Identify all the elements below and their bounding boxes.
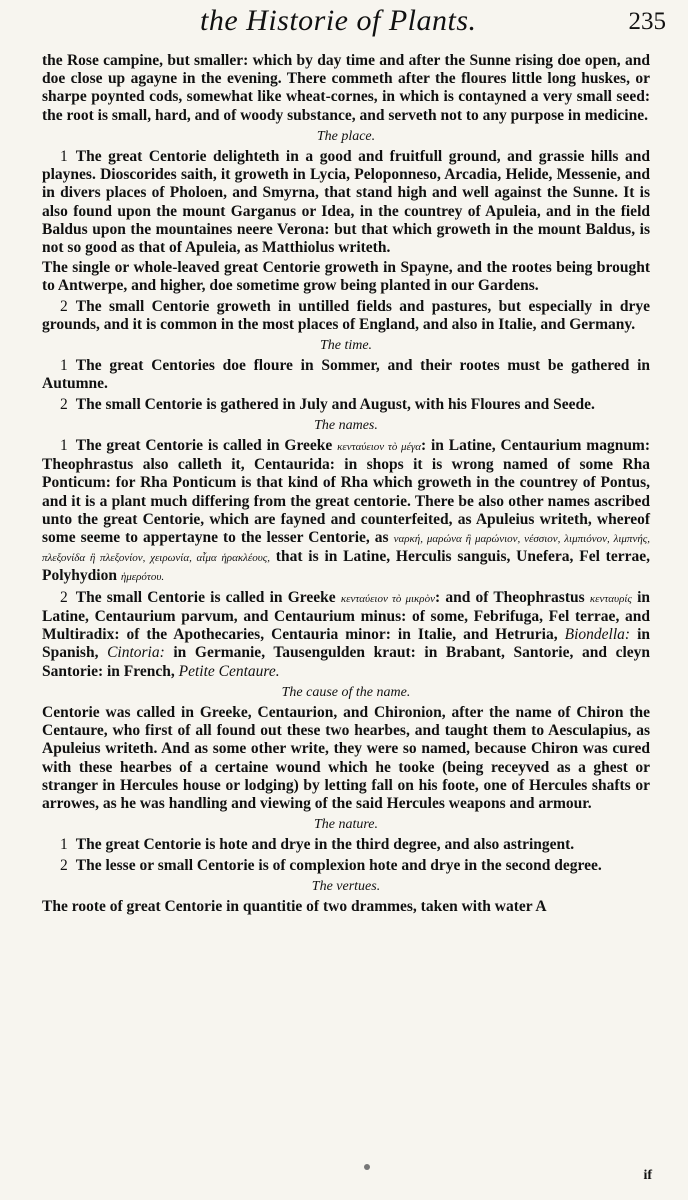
names-text-1c: that is in Latine, Herculis sanguis, Unefera, Fel terrae, Polyhydion bbox=[42, 548, 650, 585]
names-text-2d: in Spanish, bbox=[42, 626, 651, 662]
time-text-2: The small Centorie is gathered in July and August, with his Floures and Seede. bbox=[75, 395, 595, 413]
names-text-2e: in Germanie, Tausengulden kraut: in Brabant, Santorie, and cleyn Santorie: in French, bbox=[42, 644, 651, 680]
italic-term: Biondella: bbox=[564, 626, 631, 644]
names-text-1a: The great Centorie is called in Greeke bbox=[75, 437, 333, 455]
time-text-1: The great Centories doe floure in Sommer, and their rootes must be gathered in Autumne. bbox=[42, 357, 650, 393]
names-text-2a: The small Centorie is called in Greeke bbox=[75, 588, 336, 606]
page-body bbox=[42, 52, 650, 918]
place-text-2: The small Centorie groweth in untilled fields and pastures, but especially in drye grounds, and it is common in the most places of England, and also in Italie, and Germany. bbox=[42, 297, 650, 333]
greek-term: κενταύειον τὸ μέγα bbox=[337, 441, 421, 454]
time-paragraph-1 bbox=[42, 357, 650, 393]
names-paragraph-2 bbox=[42, 589, 650, 681]
page-number: 235 bbox=[628, 8, 666, 35]
heading-the-names: The names. bbox=[314, 417, 378, 433]
heading-the-vertues: The vertues. bbox=[311, 878, 381, 894]
item-number: 2 bbox=[60, 297, 68, 315]
cause-paragraph: Centorie was called in Greeke, Centaurion, and Chironion, after the name of Chiron the Centaure, who first of all found out these two hearbes, and taught them to Aesculapius, as Apuleius writeth. And as some other write, they were so named, because Chiron was cured with these hearbes of a certaine wound which he tooke (being receyved as a ghest or stranger in Hercules house or lodging) by letting fall on his foote, one of Hercules shafts or arrowes, as he was handling and viewing of the said Hercules weapons and armour. bbox=[42, 703, 650, 812]
ink-spot bbox=[364, 1164, 370, 1170]
nature-paragraph-2 bbox=[42, 857, 650, 875]
item-number: 1 bbox=[60, 437, 68, 455]
greek-term: ἡμερότου. bbox=[120, 571, 165, 584]
nature-text-1: The great Centorie is hote and drye in the third degree, and also astringent. bbox=[75, 836, 575, 854]
place-paragraph-2 bbox=[42, 298, 650, 334]
item-number: 1 bbox=[60, 148, 68, 166]
names-text-1b: : in Latine, Centaurium magnum: Theophrastus also calleth it, Centaurida: in shops it is wrong named of some Rha Ponticum: for Rha Ponticum is that kind of Rha which groweth in the countrey of Pontus, and it is a plant much differing from the great centorie. There be also other names ascribed unto the great Centorie, which are fayned and counterfeited, as Apuleius writeth, whereof some seeme to appertayne to the lesser Centorie, as bbox=[42, 437, 651, 547]
greek-term: ναρκή, μαρώνα ἢ μαρώνιον, νέσσιον, λιμπιόνον, λιμπνής, πλεξονίδα ἢ πλεξονίον, χειρωνία, αἷμα ἡρακλέους, bbox=[42, 533, 650, 565]
greek-term: κενταύειον τὸ μικρὸν bbox=[340, 592, 435, 605]
italic-term: Cintoria: bbox=[107, 644, 165, 662]
place-paragraph-1 bbox=[42, 148, 650, 257]
item-number: 2 bbox=[60, 856, 68, 874]
nature-text-2: The lesse or small Centorie is of complexion hote and drye in the second degree. bbox=[75, 856, 602, 874]
nature-paragraph-1 bbox=[42, 836, 650, 854]
heading-the-time: The time. bbox=[319, 338, 373, 354]
intro-paragraph: the Rose campine, but smaller: which by day time and after the Sunne rising doe open, and doe close up agayne in the evening. There commeth after the floures little long huskes, or sharpe poynted cods, somewhat like wheat-cornes, in which is contayned a very small seed: the root is small, hard, and of woody substance, and serveth not to any purpose in medicine. bbox=[42, 52, 650, 124]
catchword: if bbox=[643, 1168, 652, 1183]
heading-the-cause-of-the-name: The cause of the name. bbox=[281, 684, 411, 700]
italic-term: Petite Centaure. bbox=[178, 662, 280, 680]
time-paragraph-2 bbox=[42, 396, 650, 414]
heading-the-nature: The nature. bbox=[313, 817, 379, 833]
item-number: 1 bbox=[60, 836, 68, 854]
heading-the-place: The place. bbox=[316, 128, 376, 144]
running-title: the Historie of Plants. bbox=[200, 4, 477, 37]
item-number: 2 bbox=[60, 395, 68, 413]
vertues-paragraph: The roote of great Centorie in quantitie of two drammes, taken with water A bbox=[42, 897, 547, 915]
item-number: 2 bbox=[60, 588, 68, 606]
names-paragraph-1 bbox=[42, 437, 650, 587]
greek-term: κενταυρίς bbox=[589, 592, 632, 605]
names-text-2b: : and of Theophrastus bbox=[434, 588, 585, 606]
item-number: 1 bbox=[60, 357, 68, 375]
running-head bbox=[0, 4, 688, 44]
names-text-2c: in Latine, Centaurium parvum, and Centaurium minus: of some, Febrifuga, Fel terrae, and Multiradix: of the Apothecaries, Centauria minor: in Italie, and Hetruria, bbox=[42, 588, 651, 644]
place-text-1: The great Centorie delighteth in a good and fruitfull ground, and grassie hills and playnes. Dioscorides saith, it groweth in Lycia, Peloponneso, Arcadia, Helide, Messenie, and in divers places of Pholoen, and Smyrna, that stand high and well against the Sunne. It is also found upon the mount Garganus or Idea, in the countrey of Apuleia, and in the field Baldus upon the mountaines neere Verona: but that which groweth in the mount Baldus, is not so good as that of Apuleia, as Matthiolus writeth. bbox=[42, 148, 650, 257]
place-paragraph-single: The single or whole-leaved great Centorie groweth in Spayne, and the rootes being brought to Antwerpe, and higher, doe sometime grow being planted in our Gardens. bbox=[42, 259, 650, 295]
